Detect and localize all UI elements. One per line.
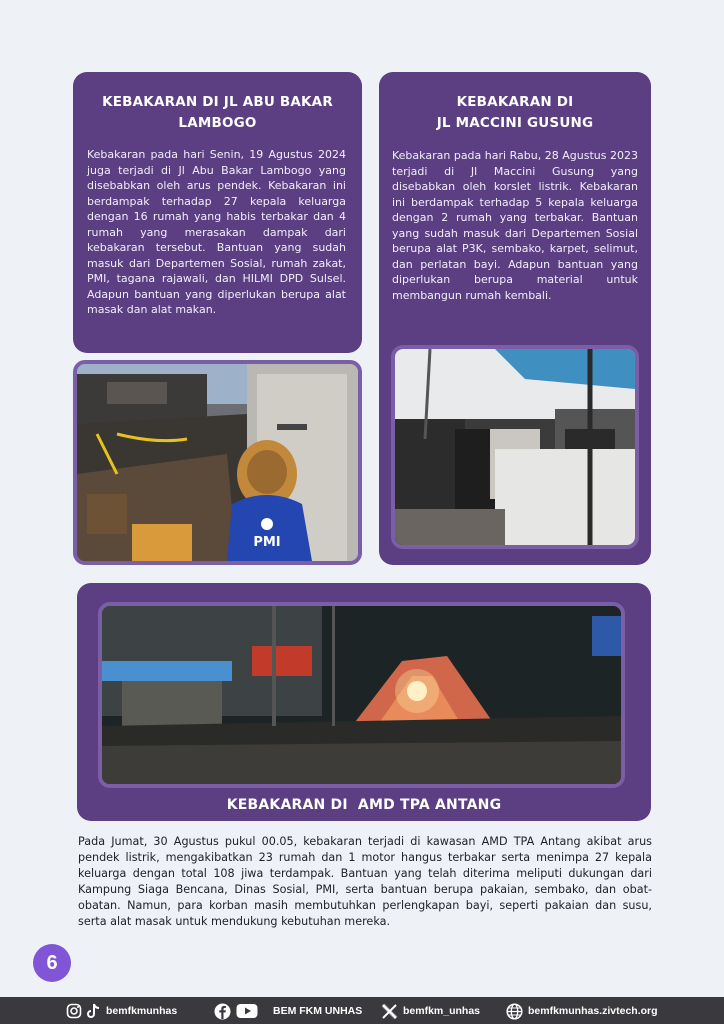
footer-facebook-name: BEM FKM UNHAS bbox=[273, 1005, 363, 1017]
footer-x[interactable] bbox=[381, 1002, 480, 1020]
tiktok-icon bbox=[87, 1003, 101, 1019]
card-maccini-body: Kebakaran pada hari Rabu, 28 Agustus 2023 terjadi di Jl Maccini Gusung yang disebabkan oleh korslet listrik. Kebakaran ini berdampak terhadap 5 kepala keluarga dengan 2 rumah yang terbakar. Bantuan yang sudah masuk dari Departemen Sosial berupa alat P3K, sembako, karpet, selimut, dan perlatan bayi. Adapun bantuan yang diperlukan berupa material untuk membangun rumah kembali. bbox=[392, 149, 638, 302]
x-icon bbox=[381, 1003, 398, 1020]
photo-tpa-antang-image bbox=[102, 606, 621, 784]
card-maccini-title bbox=[379, 72, 651, 134]
facebook-icon bbox=[214, 1003, 231, 1020]
youtube-icon bbox=[236, 1003, 258, 1019]
title-line-1: KEBAKARAN DI JL ABU BAKAR bbox=[102, 94, 333, 110]
title-line-2: JL MACCINI GUSUNG bbox=[436, 115, 594, 131]
card-abu-bakar-title bbox=[73, 72, 362, 134]
footer-instagram-handle: bemfkmunhas bbox=[106, 1005, 178, 1017]
tpa-antang-description: Pada Jumat, 30 Agustus pukul 00.05, kebakaran terjadi di kawasan AMD TPA Antang akibat arus pendek listrik, mengakibatkan 23 rumah dan 1 motor hangus terbakar serta menimpa 27 kepala keluarga dengan total 108 jiwa terdampak. Bantuan yang telah diterima meliputi dukungan dari Kampung Siaga Bencana, Dinas Sosial, PMI, serta bantuan berupa pakaian, sembako, dan obat-obatan. Namun, para korban masih membutuhkan perlengkapan bayi, seperti pakaian dan susu, serta alat masak untuk mendukung kebutuhan mereka. bbox=[78, 835, 652, 928]
photo-tpa-antang-night-tent bbox=[98, 602, 625, 788]
photo-maccini-burned-room bbox=[391, 345, 639, 549]
title-line-1: KEBAKARAN DI bbox=[456, 94, 574, 110]
footer-website-url: bemfkmunhas.zivtech.org bbox=[528, 1005, 658, 1017]
photo-maccini-image bbox=[395, 349, 635, 545]
card-abu-bakar-body: Kebakaran pada hari Senin, 19 Agustus 2024 juga terjadi di Jl Abu Bakar Lambogo yang disebabkan oleh arus pendek. Kebakaran ini berdampak terhadap 27 kepala keluarga dengan 16 rumah yang habis terbakar dan 4 rumah yang merasakan dampak dari kebakaran tersebut. Bantuan yang sudah masuk dari Departemen Sosial, rumah zakat, PMI, tagana rajawali, dan HILMI DPD Sulsel. Adapun bantuan yang diperlukan berupa alat masak dan alat makan. bbox=[87, 148, 346, 316]
footer-website[interactable] bbox=[506, 1002, 658, 1020]
photo-abu-bakar-fire-site bbox=[73, 360, 362, 565]
photo-abu-bakar-image bbox=[77, 364, 358, 561]
title-line-2: LAMBOGO bbox=[178, 115, 257, 131]
instagram-icon bbox=[66, 1003, 82, 1019]
card-tpa-antang-title: KEBAKARAN DI AMD TPA ANTANG bbox=[226, 797, 502, 813]
pmi-vest-label: PMI bbox=[253, 535, 281, 550]
footer-instagram-tiktok[interactable] bbox=[66, 1002, 177, 1020]
globe-icon bbox=[506, 1003, 523, 1020]
page-number: 6 bbox=[33, 944, 71, 982]
footer-facebook-youtube[interactable] bbox=[214, 1002, 362, 1020]
footer-bar bbox=[0, 997, 724, 1024]
card-abu-bakar bbox=[73, 72, 362, 353]
footer-x-handle: bemfkm_unhas bbox=[403, 1005, 481, 1017]
